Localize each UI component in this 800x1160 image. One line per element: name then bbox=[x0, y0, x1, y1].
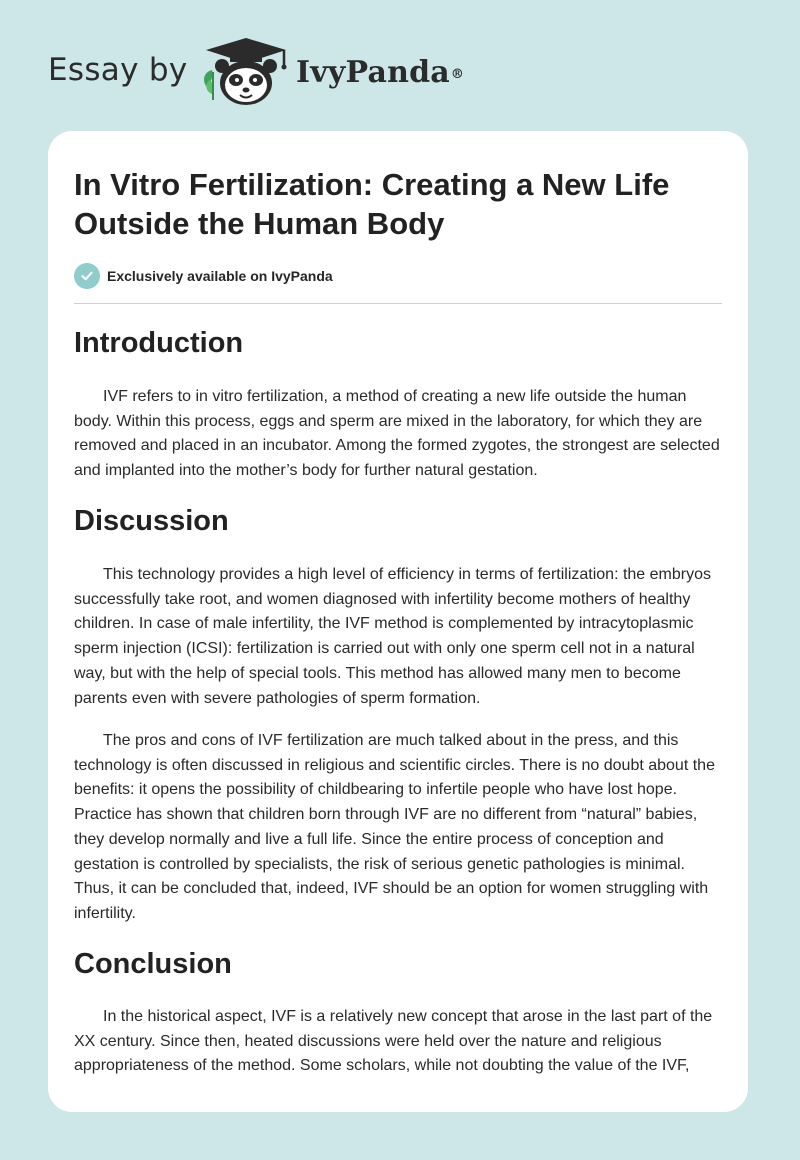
paragraph: IVF refers to in vitro fertilization, a method of creating a new life outside the human body. Within this process, eggs and sperm are mixed in the laboratory, for which they are removed and placed in an incubator. Among the formed zygotes, the strongest are selected and implanted into the mother’s body for further natural gestation. bbox=[74, 388, 720, 480]
divider bbox=[74, 303, 722, 304]
essay-title: In Vitro Fertilization: Creating a New Life Outside the Human Body bbox=[74, 167, 670, 241]
exclusive-label: Exclusively available on IvyPanda bbox=[107, 268, 333, 284]
brand-label: IvyPanda bbox=[296, 55, 450, 90]
essay-by-label: Essay by bbox=[48, 52, 188, 88]
paragraph: The pros and cons of IVF fertilization are much talked about in the press, and this technology is often discussed in religious and scientific circles. There is no doubt about the benefits: it opens the possibility of childbearing to infertile people who have lost hope. Practice has shown that children born through IVF are no different from “natural” babies, they develop normally and live a full life. Since the entire process of conception and gestation is controlled by specialists, the risk of serious genetic pathologies is minimal. Thus, it can be concluded that, indeed, IVF should be an option for women struggling with infertility. bbox=[74, 732, 715, 922]
brand-name[interactable] bbox=[296, 53, 464, 93]
paragraph: This technology provides a high level of efficiency in terms of fertilization: the embryos successfully take root, and women diagnosed with infertility become mothers of healthy children. In case of male infertility, the IVF method is complemented by intracytoplasmic sperm injection (ICSI): fertilization is carried out with only one sperm cell not in a natural way, but with the help of special tools. This method has allowed many men to become parents even with severe pathologies of sperm formation. bbox=[74, 566, 711, 707]
section-heading-discussion: Discussion bbox=[74, 505, 229, 537]
section-heading-conclusion: Conclusion bbox=[74, 948, 232, 980]
paragraph: In the historical aspect, IVF is a relatively new concept that arose in the last part of the XX century. Since then, heated discussions were held over the nature and religious appropriateness of the method. Some scholars, while not doubting the value of the IVF, bbox=[74, 1008, 713, 1075]
essay-card bbox=[48, 131, 748, 1112]
site-header bbox=[0, 0, 800, 125]
registered-mark: ® bbox=[450, 67, 465, 82]
exclusive-badge bbox=[74, 263, 333, 289]
check-icon bbox=[74, 263, 100, 289]
panda-logo-icon[interactable] bbox=[200, 36, 292, 108]
section-heading-introduction: Introduction bbox=[74, 327, 244, 359]
